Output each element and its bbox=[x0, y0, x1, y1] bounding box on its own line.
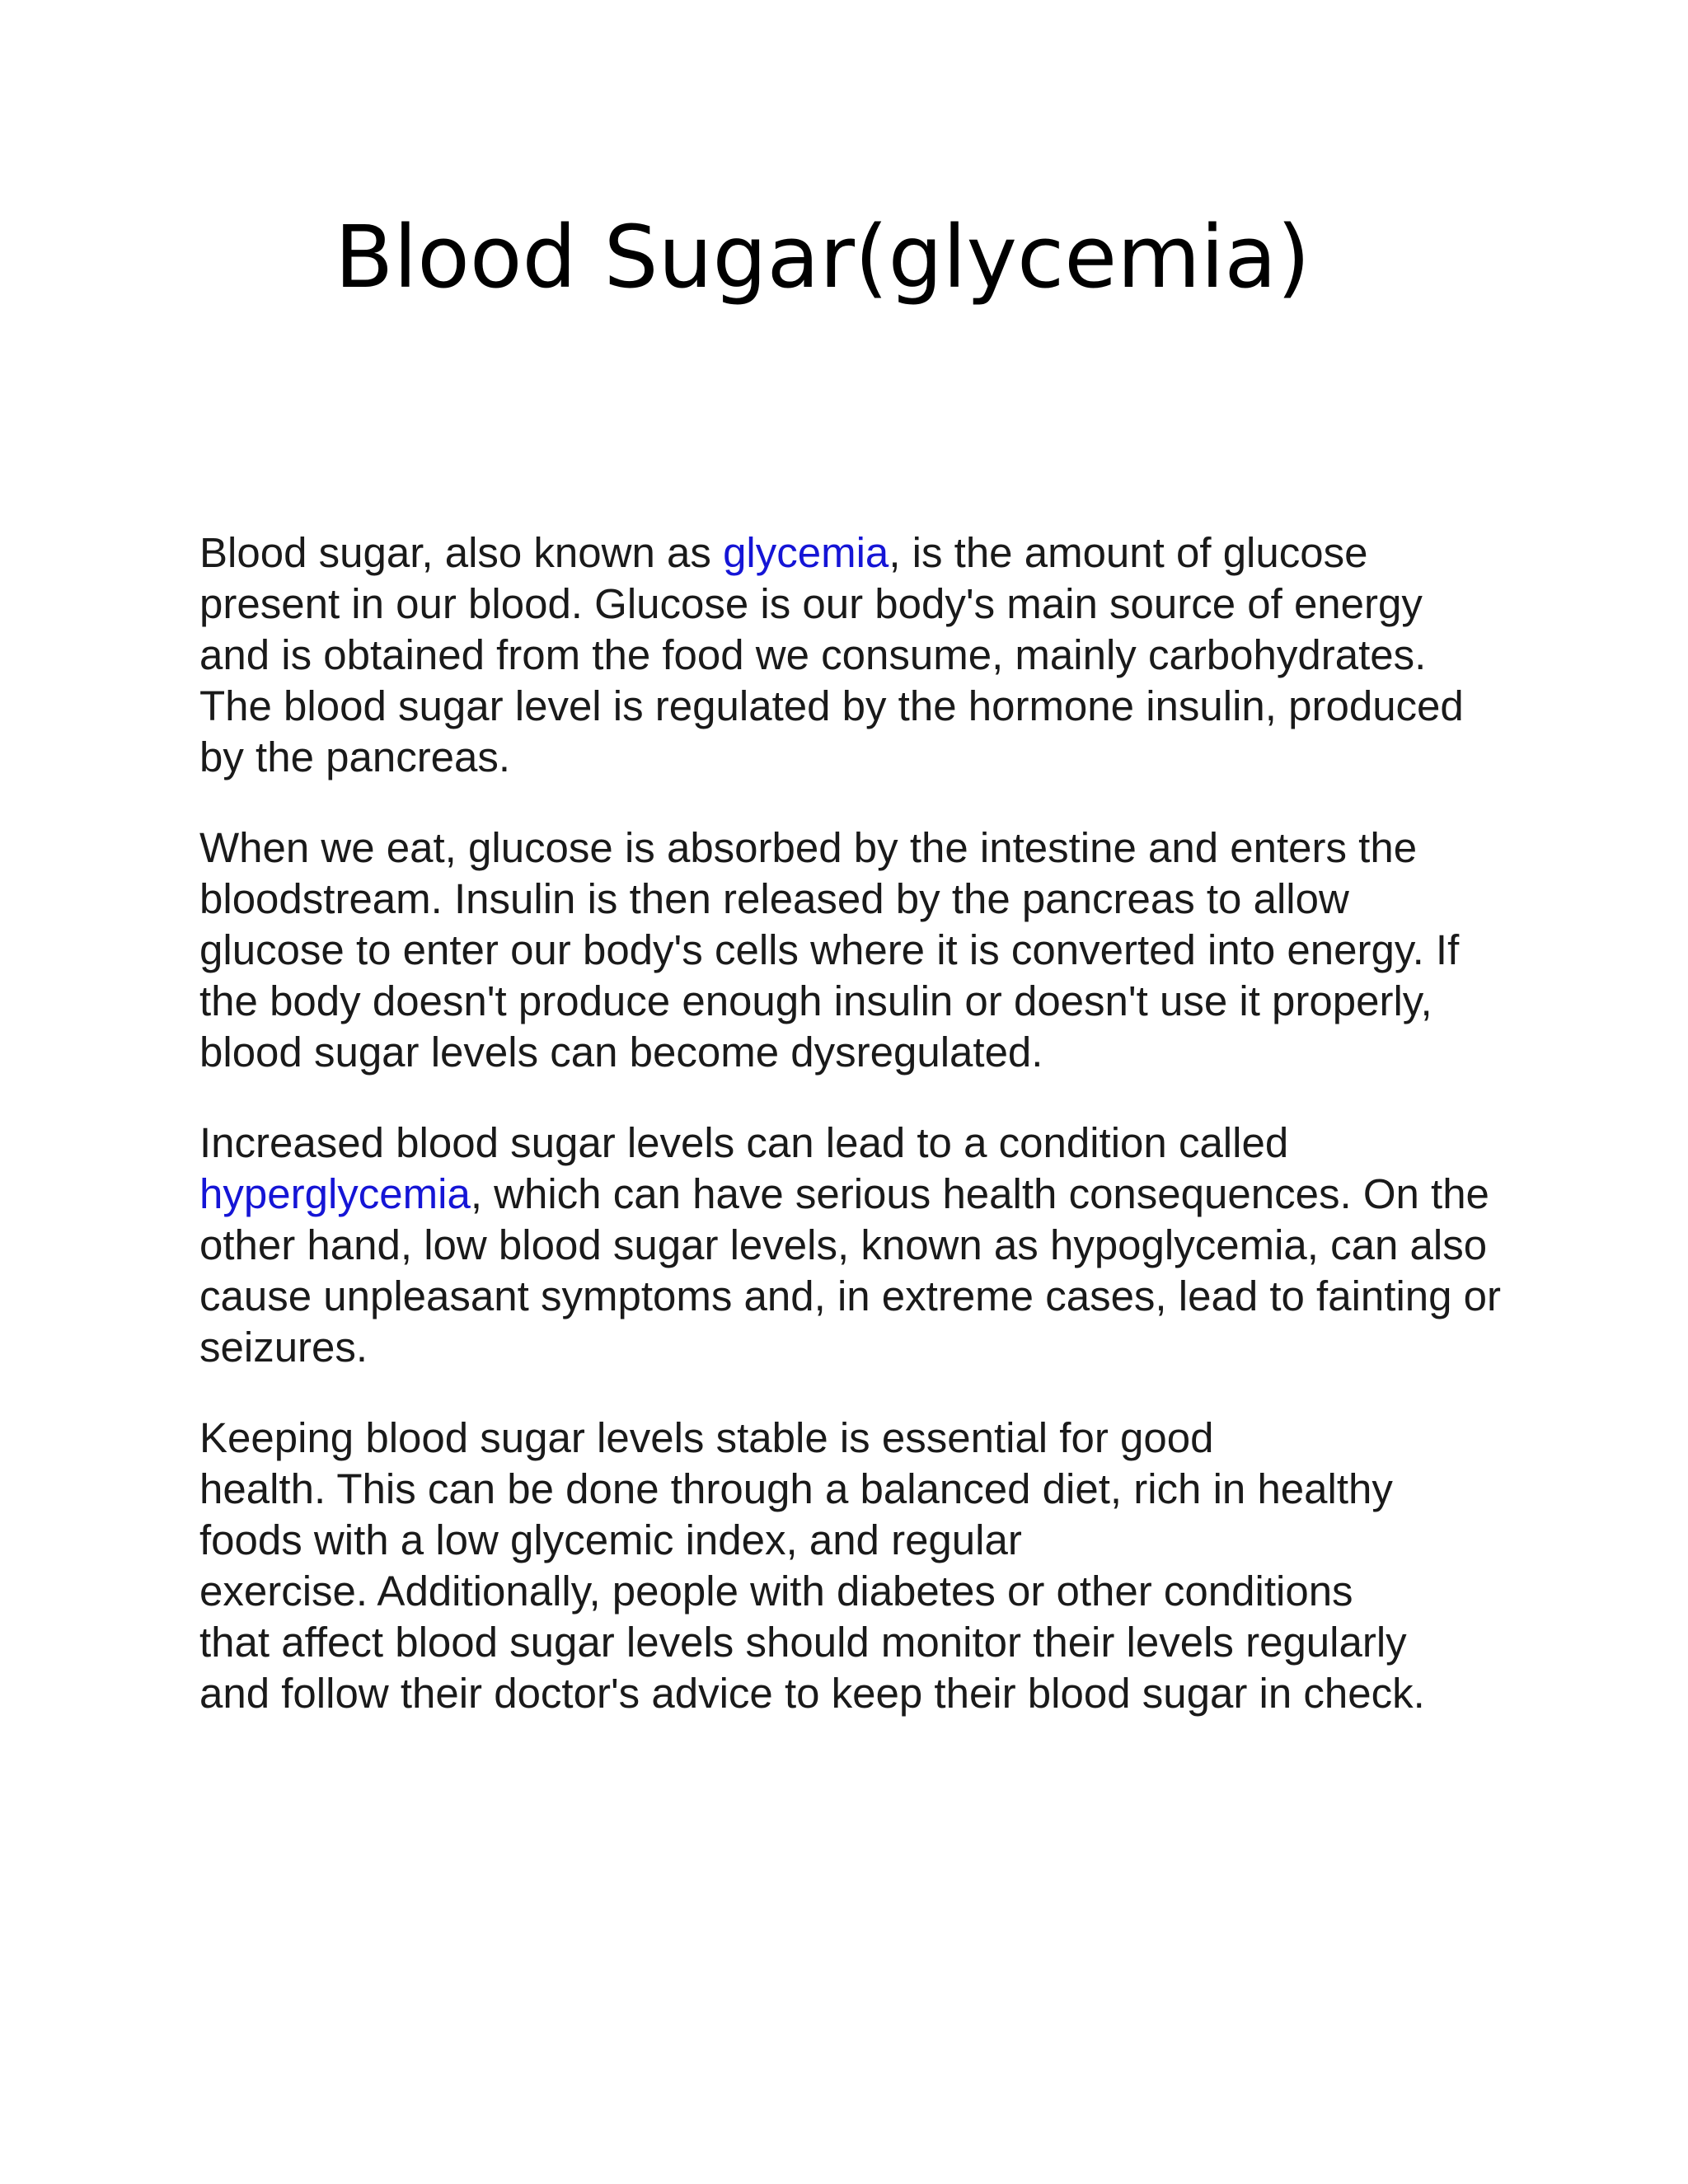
paragraph-3-text-end: , which can have serious health consequences. On the other hand, low blood sugar levels, known as hypoglycemia, can also cause unpleasant symptoms and, in extreme cases, lead to fainting or seizures. bbox=[199, 1170, 1502, 1371]
paragraph-3-text-start: Increased blood sugar levels can lead to a condition called bbox=[199, 1119, 1289, 1166]
paragraph-4 bbox=[199, 1413, 1502, 1719]
paragraph-1 bbox=[199, 527, 1502, 783]
paragraph-1-text-start: Blood sugar, also known as bbox=[199, 529, 724, 576]
paragraph-4-line-6: and follow their doctor's advice to keep their blood sugar in check. bbox=[199, 1670, 1425, 1717]
glycemia-link[interactable]: glycemia bbox=[723, 529, 889, 576]
paragraph-4-line-2: health. This can be done through a balanced diet, rich in healthy bbox=[199, 1465, 1393, 1512]
page-title: Blood Sugar(glycemia) bbox=[335, 207, 1311, 307]
paragraph-4-line-1: Keeping blood sugar levels stable is essential for good bbox=[199, 1414, 1214, 1461]
document-body bbox=[199, 527, 1502, 1759]
paragraph-1-text-end: , is the amount of glucose present in our blood. Glucose is our body's main source of energy and is obtained from the food we consume, mainly carbohydrates. The blood sugar level is regulated by the hormone insulin, produced by the pancreas. bbox=[199, 529, 1464, 780]
hyperglycemia-link[interactable]: hyperglycemia bbox=[199, 1170, 471, 1217]
paragraph-4-line-5: that affect blood sugar levels should monitor their levels regularly bbox=[199, 1619, 1407, 1666]
paragraph-3 bbox=[199, 1118, 1502, 1373]
paragraph-4-line-3: foods with a low glycemic index, and regular bbox=[199, 1516, 1022, 1563]
paragraph-4-line-4: exercise. Additionally, people with diabetes or other conditions bbox=[199, 1568, 1353, 1615]
paragraph-2: When we eat, glucose is absorbed by the intestine and enters the bloodstream. Insulin is then released by the pancreas to allow glucose to enter our body's cells where it is converted into energy. If the body doesn't produce enough insulin or doesn't use it properly, blood sugar levels can become dysregulated. bbox=[199, 824, 1460, 1076]
